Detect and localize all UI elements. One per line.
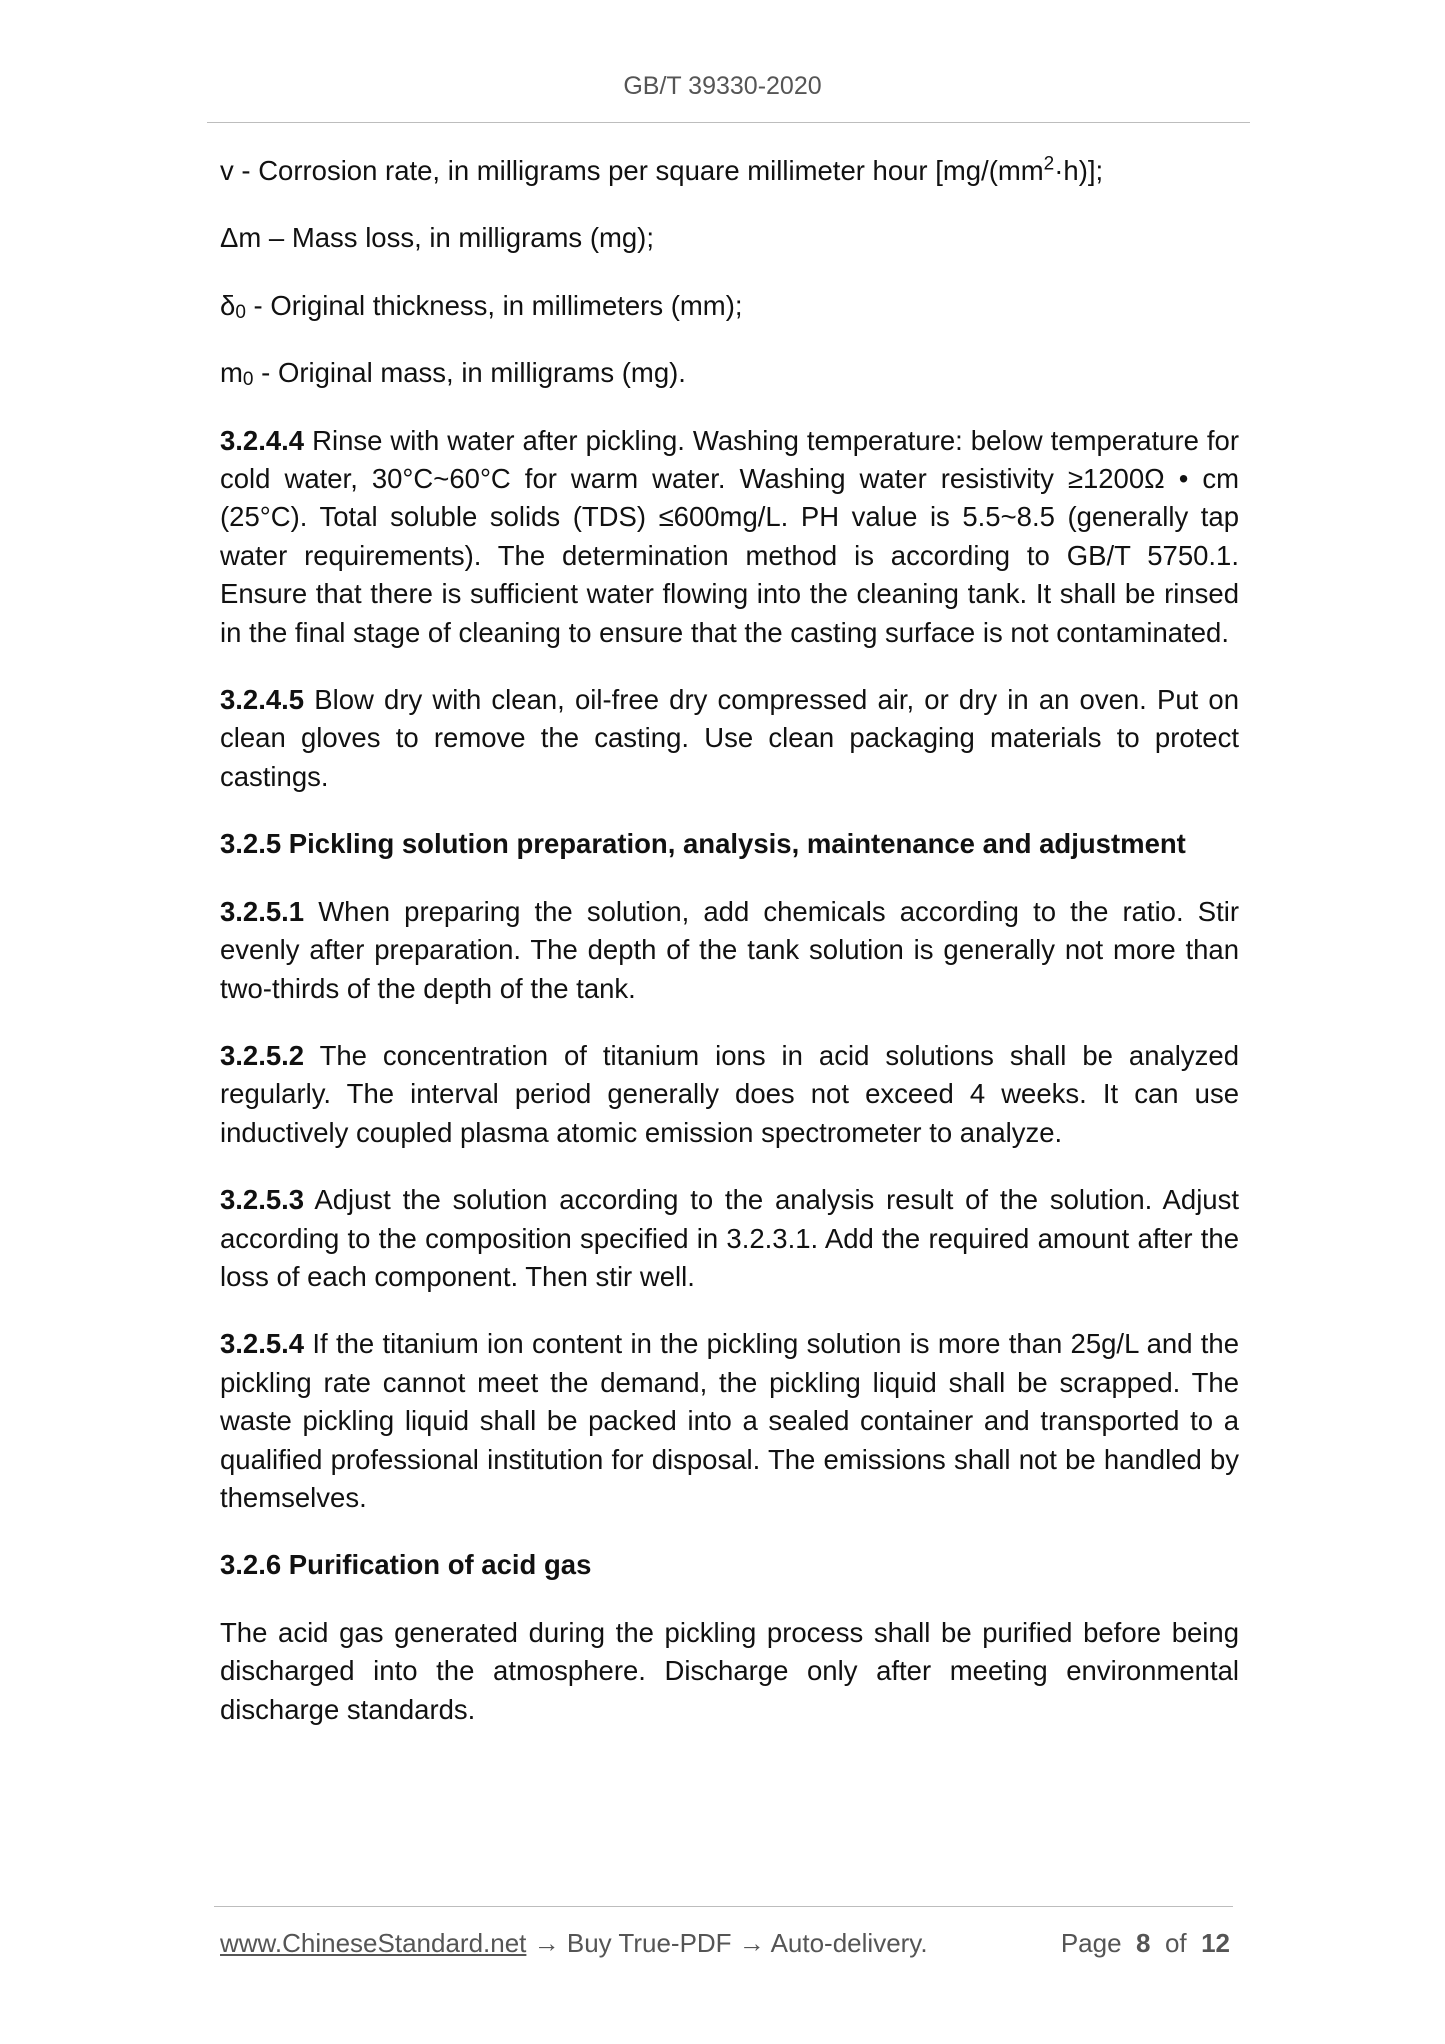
clause-3-2-5-2 <box>220 1037 1239 1152</box>
clause-text: If the titanium ion content in the pickling solution is more than 25g/L and the pickling rate cannot meet the demand, the pickling liquid shall be scrapped. The waste pickling liquid shall be packed into a sealed container and transported to a qualified professional institution for disposal. The emissions shall not be handled by themselves. <box>220 1328 1239 1513</box>
clause-text: Rinse with water after pickling. Washing temperature: below temperature for cold water, 30°C~60°C for warm water. Washing water resistivity ≥1200Ω • cm (25°C). Total soluble solids (TDS) ≤600mg/L. PH value is 5.5~8.5 (generally tap water requirements). The determination method is according to GB/T 5750.1. Ensure that there is sufficient water flowing into the cleaning tank. It shall be rinsed in the final stage of cleaning to ensure that the casting surface is not contaminated. <box>220 424 1239 648</box>
header-divider <box>207 122 1250 123</box>
clause-3-2-4-4 <box>220 422 1239 652</box>
page-label: Page <box>1060 1928 1122 1958</box>
definition-superscript: 2 <box>1043 153 1055 175</box>
page-current: 8 <box>1136 1928 1151 1958</box>
definition-subscript: 0 <box>242 369 254 391</box>
clause-number: 3.2.5.2 <box>220 1039 305 1071</box>
definition-symbol: m <box>220 357 243 389</box>
definition-text: – Mass loss, in milligrams (mg); <box>261 222 654 254</box>
section-heading-3-2-5: 3.2.5 Pickling solution preparation, analysis, maintenance and adjustment <box>220 828 1186 860</box>
clause-text: Adjust the solution according to the analysis result of the solution. Adjust according to the composition specified in 3.2.3.1. Add the required amount after the loss of each component. Then stir well. <box>220 1184 1239 1292</box>
clause-text: The concentration of titanium ions in acid solutions shall be analyzed regularly. The interval period generally does not exceed 4 weeks. It can use inductively coupled plasma atomic emission spectrometer to analyze. <box>220 1039 1239 1148</box>
definition-symbol: v <box>220 155 234 186</box>
definition-original-thickness <box>220 287 1239 325</box>
website-link[interactable]: www.ChineseStandard.net <box>220 1928 527 1958</box>
clause-text: When preparing the solution, add chemicals according to the ratio. Stir evenly after preparation. The depth of the tank solution is generally not more than two-thirds of the depth of the tank. <box>220 895 1239 1004</box>
definition-symbol: δ <box>220 289 236 321</box>
definition-v <box>220 152 1239 190</box>
clause-3-2-6-body: The acid gas generated during the pickling process shall be purified before being discharged into the atmosphere. Discharge only after meeting environmental discharge standards. <box>220 1616 1239 1725</box>
clause-3-2-5-1 <box>220 893 1239 1008</box>
clause-3-2-5-3 <box>220 1181 1239 1296</box>
definition-text: - Corrosion rate, in milligrams per square millimeter hour [mg/(mm <box>233 155 1044 186</box>
clause-number: 3.2.5.4 <box>220 1328 305 1360</box>
page-total: 12 <box>1201 1928 1230 1958</box>
clause-3-2-4-5 <box>220 681 1239 796</box>
definition-text: - Original mass, in milligrams (mg). <box>253 357 686 389</box>
document-footer <box>220 1928 1230 1959</box>
document-header <box>0 72 1445 101</box>
definition-subscript: 0 <box>235 301 246 323</box>
footer-tagline: → Buy True-PDF → Auto-delivery. <box>526 1928 928 1958</box>
section-heading-3-2-6: 3.2.6 Purification of acid gas <box>220 1549 592 1581</box>
page-content <box>220 152 1239 1758</box>
definition-original-mass <box>220 354 1239 392</box>
clause-number: 3.2.4.5 <box>220 684 305 716</box>
page-of-label: of <box>1164 1928 1187 1958</box>
definition-mass-loss <box>220 219 1239 257</box>
page-indicator <box>1061 1928 1230 1959</box>
definition-symbol: Δm <box>220 222 262 254</box>
definition-text-end: ·h)]; <box>1054 155 1104 186</box>
clause-number: 3.2.5.1 <box>220 895 305 927</box>
standard-code: GB/T 39330-2020 <box>623 72 822 100</box>
clause-number: 3.2.4.4 <box>220 424 305 456</box>
clause-number: 3.2.5.3 <box>220 1184 305 1216</box>
clause-3-2-5-4 <box>220 1325 1239 1517</box>
definition-text: - Original thickness, in millimeters (mm); <box>245 289 743 321</box>
clause-text: Blow dry with clean, oil-free dry compressed air, or dry in an oven. Put on clean gloves to remove the casting. Use clean packaging materials to protect castings. <box>220 684 1239 792</box>
footer-divider <box>214 1906 1233 1907</box>
